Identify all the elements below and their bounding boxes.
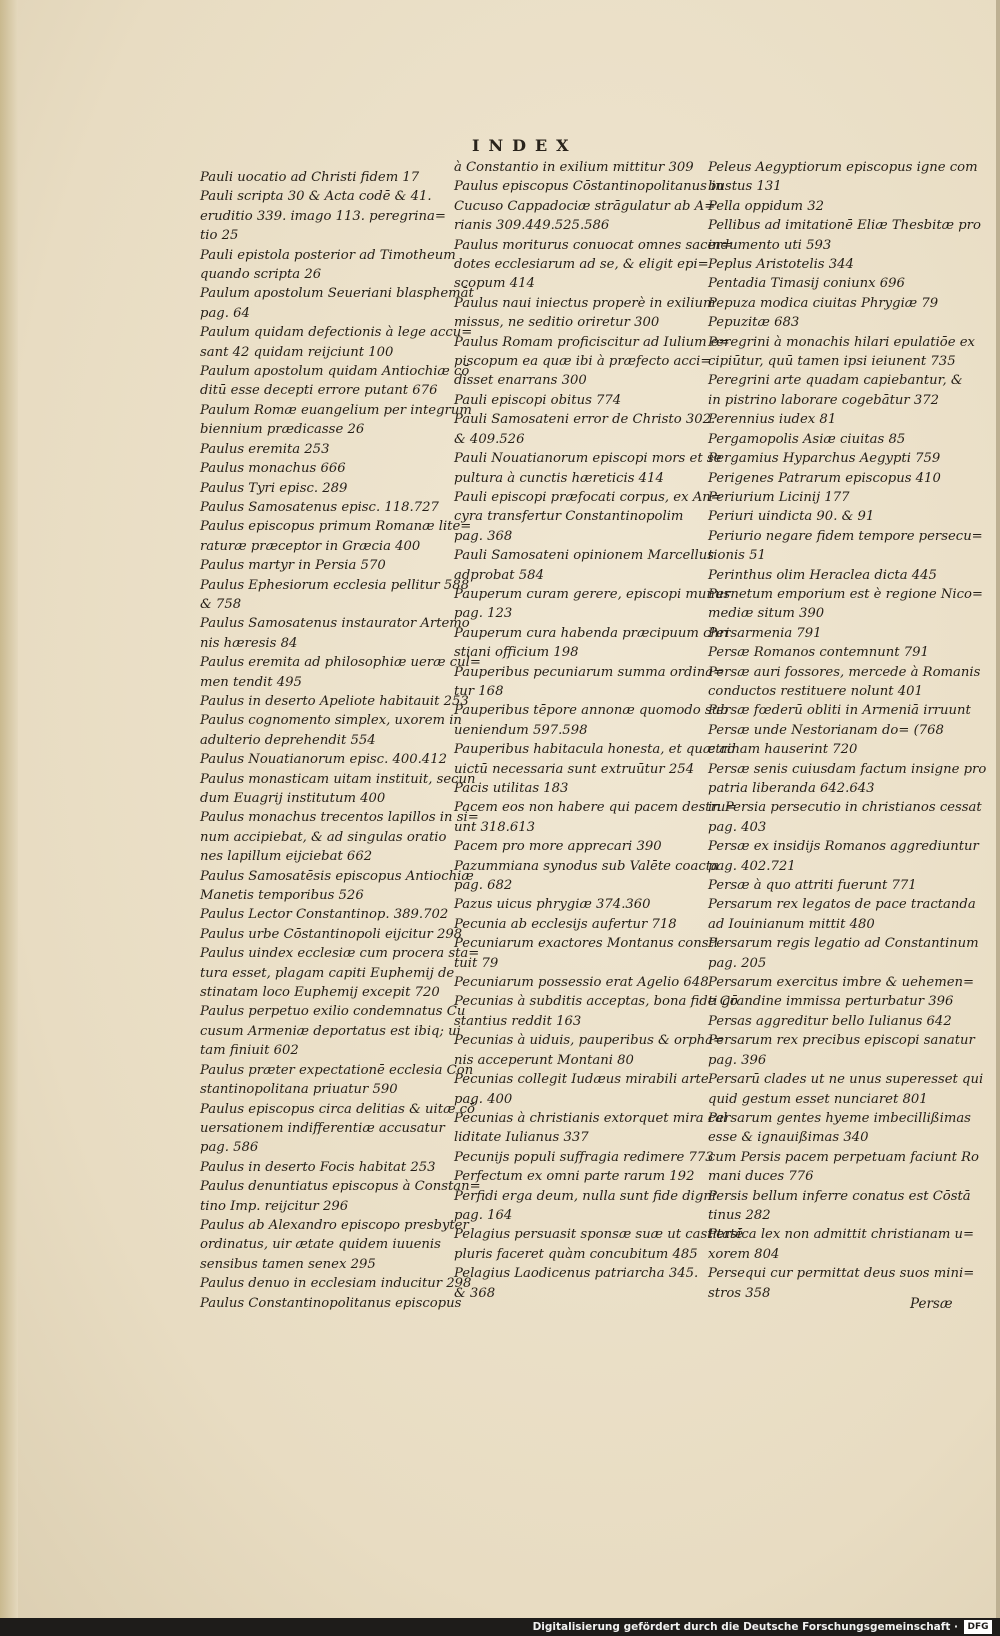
page-header-index: INDEX <box>472 136 578 155</box>
index-entry-line: Periurio negare fidem tempore persecu= <box>708 528 983 544</box>
index-entry-line: Persarū clades ut ne unus superesset qui <box>708 1072 984 1088</box>
index-entry-line: Pauli scripta 30 & Acta codē & 41. <box>200 189 432 205</box>
index-entry-line: Pecunias à uiduis, pauperibus & orpha= <box>454 1033 725 1049</box>
index-entry-line: Persæ à quo attriti fuerunt 771 <box>708 878 917 894</box>
index-entry-line: pag. 403 <box>708 819 767 835</box>
index-entry-line: Pazus uicus phrygiæ 374.360 <box>454 897 651 913</box>
index-entry-line: Persas aggreditur bello Iulianus 642 <box>708 1013 952 1029</box>
index-entry-line: Pauli Samosateni error de Christo 302. <box>454 412 716 428</box>
index-entry-line: indumento uti 593 <box>708 237 832 253</box>
index-entry-line: dum Euagrij institutum 400 <box>200 791 386 806</box>
index-entry-line: Pauperibus tēpore annonæ quomodo sub <box>454 703 729 719</box>
index-entry-line: ad Iouinianum mittit 480 <box>708 916 875 932</box>
index-entry-line: Pauperibus habitacula honesta, et quæ ad <box>454 742 736 758</box>
index-entry-line: Paulus in deserto Focis habitat 253 <box>200 1159 436 1175</box>
index-entry-line: pag. 64 <box>200 305 250 321</box>
index-entry-line: piscopum ea quæ ibi à præfecto acci= <box>454 354 712 370</box>
index-entry-line: ti grandine immissa perturbatur 396 <box>708 994 954 1010</box>
index-entry-line: Paulus denuntiatus episcopus à Constan= <box>200 1179 481 1195</box>
index-entry-line: stantius reddit 163 <box>454 1013 582 1029</box>
index-entry-line: in pistrino laborare cogebātur 372 <box>708 392 940 408</box>
index-entry-line: Persæ Romanos contemnunt 791 <box>708 645 929 661</box>
index-entry-line: cum Persis pacem perpetuam faciunt Ro <box>708 1149 979 1165</box>
index-entry-line: Paulus in deserto Apeliote habitauit 253 <box>200 693 469 709</box>
index-entry-line: liditate Iulianus 337 <box>454 1130 589 1146</box>
index-entry-line: Paulus moriturus conuocat omnes sacer= <box>454 237 733 253</box>
index-entry-line: quando scripta 26 <box>200 267 322 283</box>
index-entry-line: Peregrini arte quadam capiebantur, & <box>708 373 963 389</box>
index-entry-line: Paulus eremita ad philosophiæ ueræ cul= <box>200 655 481 671</box>
index-entry-line: Pelagius Laodicenus patriarcha 345. <box>454 1266 699 1282</box>
index-column-3 <box>708 158 987 1303</box>
index-entry-line: Persarum exercitus imbre & uehemen= <box>708 975 975 991</box>
index-entry-line: quid gestum esset nunciaret 801 <box>708 1091 928 1107</box>
index-entry-line: pag. 164 <box>454 1207 513 1223</box>
index-entry-line: Perinthus olim Heraclea dicta 445 <box>708 567 937 583</box>
index-entry-line: Persæ ex insidijs Romanos aggrediuntur <box>708 839 979 855</box>
index-entry-line: Persæ auri fossores, mercede à Romanis <box>708 664 981 680</box>
index-entry-line: Paulum Romæ euangelium per integrum <box>200 402 472 418</box>
index-entry-line: Paulus Nouatianorum episc. 400.412 <box>200 752 447 768</box>
index-entry-line: raturæ præceptor in Græcia 400 <box>200 538 421 554</box>
index-entry-line: Pauli epistola posterior ad Timotheum <box>200 247 456 263</box>
index-entry-line: Paulum apostolum quidam Antiochiæ cō <box>200 364 470 380</box>
index-entry-line: Pauli Nouatianorum episcopi mors et se <box>454 451 722 467</box>
index-entry-line: Persis bellum inferre conatus est Cōstā <box>708 1188 971 1204</box>
index-entry-line: Paulus monachus 666 <box>200 461 346 477</box>
index-entry-line: stantinopolitana priuatur 590 <box>200 1082 398 1098</box>
index-entry-line: Persequi cur permittat deus suos mini= <box>708 1266 975 1282</box>
index-entry-line: Pazummiana synodus sub Valēte coacta <box>454 858 719 874</box>
index-entry-line: nes lapillum eijciebat 662 <box>200 849 373 865</box>
index-entry-line: eruditio 339. imago 113. peregrina= <box>200 208 446 224</box>
index-entry-line: bustus 131 <box>708 179 782 195</box>
index-entry-line: Paulus præter expectationē ecclesia Con <box>200 1062 474 1078</box>
index-entry-line: mani duces 776 <box>708 1169 814 1185</box>
index-entry-line: Paulum apostolum Seueriani blasphemāt <box>200 286 474 302</box>
index-entry-line: Pauperum cura habenda præcipuum chri <box>454 625 730 641</box>
index-entry-line: patria liberanda 642.643 <box>708 781 875 796</box>
index-entry-line: Pauperum curam gerere, episcopi munus <box>454 586 731 602</box>
index-entry-line: & 368 <box>454 1285 496 1301</box>
index-entry-line: Paulus denuo in ecclesiam inducitur 298 <box>200 1276 472 1292</box>
index-entry-line: Pacem pro more apprecari 390 <box>454 839 662 855</box>
dfg-logo-icon: DFG <box>964 1620 992 1634</box>
index-entry-line: tur 168 <box>454 683 504 699</box>
index-entry-line: tino Imp. reijcitur 296 <box>200 1198 349 1214</box>
index-entry-line: Pauli episcopi obitus 774 <box>454 392 622 408</box>
index-entry-line: Pella oppidum 32 <box>708 198 825 214</box>
index-entry-line: Pecunijs populi suffragia redimere 773 <box>454 1149 714 1165</box>
index-entry-line: tinus 282 <box>708 1207 771 1223</box>
index-entry-line: Paulum quidam defectionis à lege accu= <box>200 325 473 341</box>
index-entry-line: Cucuso Cappadociæ strāgulatur ab A= <box>454 198 716 214</box>
index-entry-line: mediæ situm 390 <box>708 606 825 622</box>
index-entry-line: Persarmenia 791 <box>708 625 822 641</box>
catchword: Persæ <box>910 1296 953 1312</box>
index-entry-line: Persæ fœderū obliti in Armeniā irruunt <box>708 703 971 719</box>
index-entry-line: men tendit 495 <box>200 674 302 690</box>
index-entry-line: Pecuniarum exactores Montanus consti <box>454 936 718 952</box>
index-entry-line: biennium prædicasse 26 <box>200 422 365 438</box>
index-entry-line: Paulus Lector Constantinop. 389.702 <box>200 907 449 923</box>
digitization-credit: Digitalisierung gefördert durch die Deutsche Forschungsgemeinschaft · <box>0 1618 1000 1636</box>
index-entry-line: uersationem indifferentiæ accusatur <box>200 1120 445 1136</box>
index-entry-line: Pecunias à subditis acceptas, bona fide Cō <box>454 994 738 1010</box>
index-entry-line: pag. 682 <box>454 878 513 894</box>
index-entry-line: ordinatus, uir ætate quidem iuuenis <box>200 1237 441 1253</box>
index-entry-line: Persica lex non admittit christianam u= <box>708 1227 975 1243</box>
index-entry-line: Pergamius Hyparchus Aegypti 759 <box>708 451 941 467</box>
index-entry-line: pultura à cunctis hæreticis 414 <box>454 470 664 486</box>
index-entry-line: Paulus naui iniectus properè in exilium <box>454 295 716 311</box>
index-entry-line: rianis 309.449.525.586 <box>454 218 610 234</box>
index-entry-line: Pauli episcopi præfocati corpus, ex An= <box>454 489 722 505</box>
index-entry-line: pag. 400 <box>454 1091 513 1107</box>
index-entry-line: sensibus tamen senex 295 <box>200 1256 376 1272</box>
index-entry-line: pag. 123 <box>454 606 513 622</box>
index-entry-line: Paulus Samosatenus episc. 118.727 <box>200 499 439 515</box>
index-entry-line: Pellibus ad imitationē Eliæ Thesbitæ pro <box>708 218 981 234</box>
index-entry-line: Pentadia Timasij coniunx 696 <box>708 276 905 292</box>
index-entry-line: Peplus Aristotelis 344 <box>708 257 854 273</box>
index-entry-line: Peregrini à monachis hilari epulatiōe ex <box>708 334 975 350</box>
index-entry-line: unt 318.613 <box>454 819 536 835</box>
index-entry-line: tam finiuit 602 <box>200 1043 299 1059</box>
index-entry-line: pag. 402.721 <box>708 858 796 874</box>
index-entry-line: cipiūtur, quū tamen ipsi ieiunent 735 <box>708 354 956 370</box>
index-entry-line: esse & ignauißimas 340 <box>708 1130 869 1146</box>
index-entry-line: Persæ unde Nestorianam do= (768 <box>708 722 944 738</box>
index-entry-line: Paulus Romam proficiscitur ad Iulium e= <box>454 334 730 350</box>
index-entry-line: Periuri uindicta 90. & 91 <box>708 509 875 525</box>
index-entry-line: à Constantio in exilium mittitur 309 <box>454 160 694 175</box>
index-entry-line: Perigenes Patrarum episcopus 410 <box>708 470 941 486</box>
index-entry-line: Pacis utilitas 183 <box>454 781 569 796</box>
index-entry-line: scopum 414 <box>454 276 535 292</box>
index-entry-line: Manetis temporibus 526 <box>200 888 364 904</box>
index-entry-line: Pecunias collegit Iudæus mirabili arte <box>454 1072 709 1088</box>
index-entry-line: in Persia persecutio in christianos cessat <box>708 800 982 816</box>
index-entry-line: Paulus Samosatenus instaurator Artemo <box>200 616 470 632</box>
index-entry-line: Persarum rex precibus episcopi sanatur <box>708 1033 975 1049</box>
index-entry-line: pag. 205 <box>708 955 767 971</box>
index-entry-line: stinatam loco Euphemij excepit 720 <box>200 985 440 1001</box>
index-entry-line: ueniendum 597.598 <box>454 722 588 738</box>
index-entry-line: Pauli Samosateni opinionem Marcellus <box>454 548 715 564</box>
index-entry-line: nis hæresis 84 <box>200 635 298 651</box>
index-entry-line: & 409.526 <box>454 431 525 447</box>
index-entry-line: Pepuza modica ciuitas Phrygiæ 79 <box>708 295 939 311</box>
index-entry-line: Paulus episcopus primum Romanæ lite= <box>200 519 472 535</box>
index-entry-line: Pecunias à christianis extorquet mira cal <box>454 1110 728 1126</box>
index-entry-line: Pergamopolis Asiæ ciuitas 85 <box>708 431 906 447</box>
index-entry-line: Perfectum ex omni parte rarum 192 <box>454 1169 695 1185</box>
index-entry-line: tuit 79 <box>454 955 499 971</box>
index-entry-line: Paulus urbe Cōstantinopoli eijcitur 298 <box>200 926 463 942</box>
index-entry-line: Pauli uocatio ad Christi fidem 17 <box>200 170 420 185</box>
index-entry-line: tio 25 <box>200 228 239 244</box>
index-entry-line: Persarum rex legatos de pace tractanda <box>708 897 976 913</box>
index-entry-line: Paulus monachus trecentos lapillos in si= <box>200 810 479 826</box>
index-entry-line: Paulus episcopus Cōstantinopolitanus in <box>454 179 724 195</box>
index-entry-line: Persæ senis cuiusdam factum insigne pro <box>708 761 987 777</box>
index-entry-line: stiani officium 198 <box>454 645 579 661</box>
index-entry-line: & 758 <box>200 596 242 612</box>
page-right-edge <box>996 0 1000 1618</box>
index-entry-line: Paulus Tyri episc. 289 <box>200 480 348 496</box>
index-entry-line: Periurium Licinij 177 <box>708 489 850 505</box>
index-entry-line: Pernetum emporium est è regione Nico= <box>708 586 983 602</box>
index-entry-line: pag. 396 <box>708 1052 767 1068</box>
index-entry-line: pag. 586 <box>200 1140 259 1156</box>
index-entry-line: xorem 804 <box>708 1246 780 1262</box>
index-entry-line: Pepuzitæ 683 <box>708 315 800 331</box>
index-entry-line: Perennius iudex 81 <box>708 412 837 428</box>
index-entry-line: cyra transfertur Constantinopolim <box>454 509 684 525</box>
index-entry-line: Paulus perpetuo exilio condemnatus Cu <box>200 1004 466 1020</box>
index-entry-line: num accipiebat, & ad singulas oratio <box>200 829 447 845</box>
index-entry-line: Perfidi erga deum, nulla sunt fide digni <box>454 1188 717 1204</box>
index-entry-line: missus, ne seditio oriretur 300 <box>454 315 660 331</box>
index-entry-line: stros 358 <box>708 1285 771 1301</box>
index-entry-line: nis acceperunt Montani 80 <box>454 1052 634 1068</box>
index-entry-line: Paulus Ephesiorum ecclesia pellitur 588 <box>200 577 470 593</box>
index-entry-line: Paulus eremita 253 <box>200 441 330 457</box>
index-entry-line: Pecuniarum possessio erat Agelio 648 <box>454 975 709 991</box>
index-entry-line: Pauperibus pecuniarum summa ordina= <box>454 664 725 680</box>
index-entry-line: conductos restituere nolunt 401 <box>708 683 923 699</box>
index-entry-line: adulterio deprehendit 554 <box>200 732 376 748</box>
index-entry-line: Paulus monasticam uitam instituit, secun <box>200 771 476 787</box>
index-entry-line: cusum Armeniæ deportatus est ibiq; ui <box>200 1023 461 1039</box>
index-entry-line: ctrinam hauserint 720 <box>708 742 858 758</box>
index-entry-line: Pelagius persuasit sponsæ suæ ut castitatē <box>454 1227 744 1243</box>
index-entry-line: Persarum gentes hyeme imbecillißimas <box>708 1110 971 1126</box>
index-entry-line: Paulus Samosatēsis episcopus Antiochiæ <box>200 868 474 884</box>
index-entry-line: sant 42 quidam reijciunt 100 <box>200 344 394 360</box>
index-entry-line: Persarum regis legatio ad Constantinum <box>708 936 979 952</box>
index-entry-line: Paulus cognomento simplex, uxorem in <box>200 713 462 729</box>
index-entry-line: Paulus ab Alexandro episcopo presbyter <box>200 1217 469 1233</box>
index-entry-line: Paulus uindex ecclesiæ cum procera sta= <box>200 946 480 962</box>
index-entry-line: ditū esse decepti errore putant 676 <box>200 383 438 399</box>
index-entry-line: pluris faceret quàm concubitum 485 <box>454 1246 698 1262</box>
index-entry-line: Pacem eos non habere qui pacem destru= <box>454 800 737 816</box>
index-entry-line: Peleus Aegyptiorum episcopus igne com <box>708 160 978 175</box>
index-entry-line: tionis 51 <box>708 548 766 564</box>
index-entry-line: Paulus martyr in Persia 570 <box>200 558 386 574</box>
index-entry-line: dotes ecclesiarum ad se, & eligit epi= <box>454 257 709 273</box>
index-entry-line: tura esset, plagam capiti Euphemij de <box>200 965 455 981</box>
page-edge <box>0 0 18 1618</box>
index-entry-line: uictū necessaria sunt extruūtur 254 <box>454 761 695 777</box>
index-entry-line: Pecunia ab ecclesijs aufertur 718 <box>454 916 677 932</box>
index-entry-line: adprobat 584 <box>454 567 544 583</box>
index-entry-line: Paulus episcopus circa delitias & uitæ cō <box>200 1101 475 1117</box>
index-entry-line: disset enarrans 300 <box>454 373 587 389</box>
index-entry-line: pag. 368 <box>454 528 513 544</box>
index-entry-line: Paulus Constantinopolitanus episcopus <box>200 1295 462 1311</box>
